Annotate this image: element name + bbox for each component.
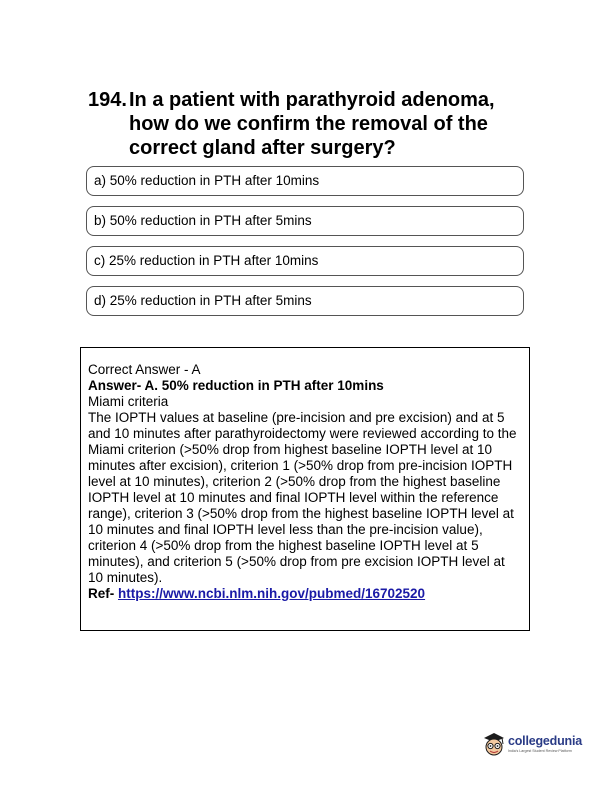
- logo-tagline: India's Largest Student Review Platform: [508, 749, 572, 753]
- question: [88, 88, 528, 160]
- logo-name: collegedunia: [508, 734, 583, 748]
- collegedunia-logo: [481, 731, 593, 759]
- answer-explanation: The IOPTH values at baseline (pre-incision and pre excision) and at 5 and 10 minutes after parathyroidectomy were reviewed according to the Miami criterion (>50% drop from highest baseline IOPTH level at 10 minutes after excision), criterion 1 (>50% drop from pre-incision IOPTH level at 10 minutes), criterion 2 (>50% drop from the highest baseline IOPTH level at 10 minutes and final IOPTH level within the reference range), criterion 3 (>50% drop from the highest baseline IOPTH level at 10 minutes and final IOPTH level less than the pre-incision value), criterion 4 (>50% drop from the highest baseline IOPTH level at 5 minutes), and criterion 5 (>50% drop from pre excision IOPTH level at 10 minutes).: [88, 410, 517, 585]
- answer-heading: Answer- A. 50% reduction in PTH after 10mins: [88, 378, 384, 393]
- reference: [88, 586, 522, 602]
- correct-answer: Correct Answer - A: [88, 362, 201, 377]
- option-a[interactable]: a) 50% reduction in PTH after 10mins: [86, 166, 524, 196]
- option-b[interactable]: b) 50% reduction in PTH after 5mins: [86, 206, 524, 236]
- option-c[interactable]: c) 25% reduction in PTH after 10mins: [86, 246, 524, 276]
- answer-box: [80, 347, 530, 631]
- answer-subtitle: Miami criteria: [88, 394, 169, 409]
- question-text: In a patient with parathyroid adenoma, how do we confirm the removal of the correct gland after surgery?: [129, 89, 495, 159]
- reference-label: Ref-: [88, 586, 115, 601]
- reference-link[interactable]: https://www.ncbi.nlm.nih.gov/pubmed/16702520: [118, 586, 426, 601]
- mascot-icon: [481, 731, 507, 759]
- option-d[interactable]: d) 25% reduction in PTH after 5mins: [86, 286, 524, 316]
- question-number: 194.: [88, 89, 127, 111]
